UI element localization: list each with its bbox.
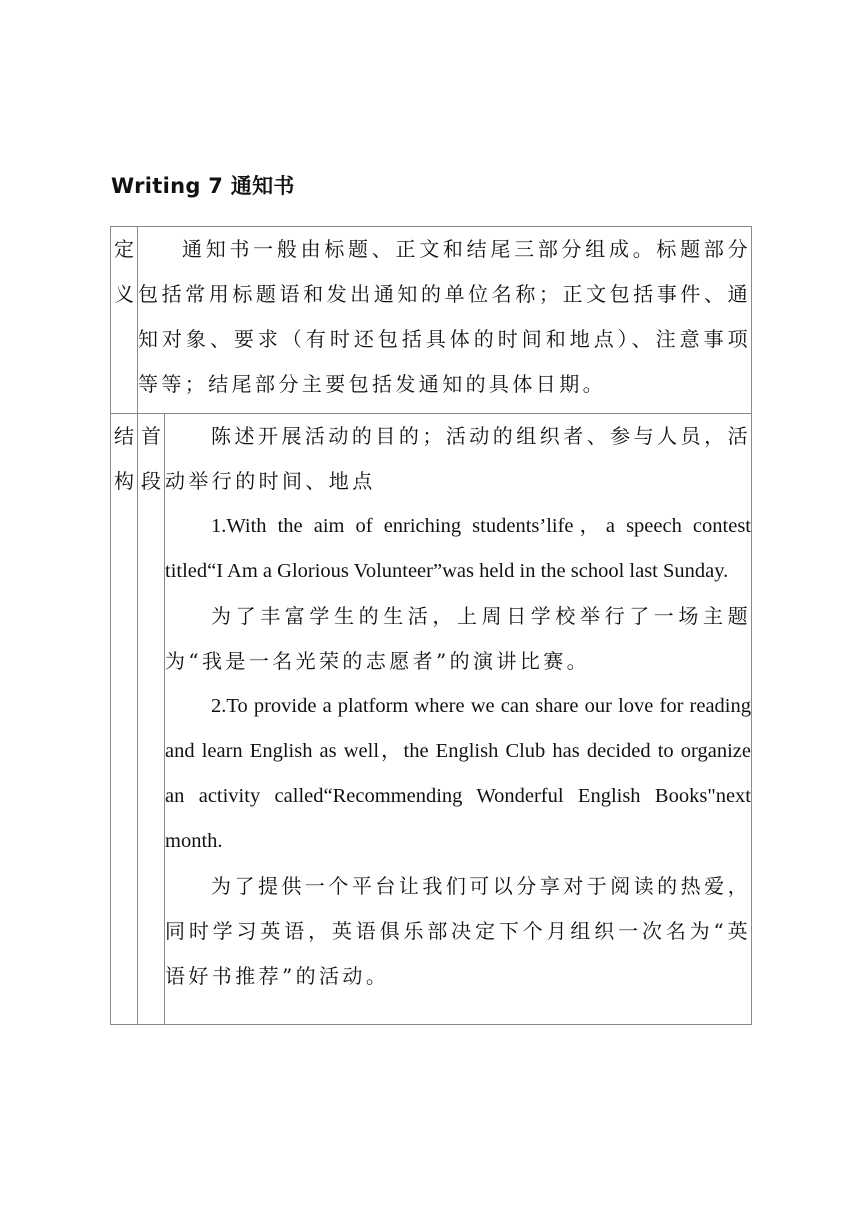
structure-label-char-2: 构 xyxy=(114,469,134,493)
notice-table xyxy=(110,226,752,1025)
definition-label xyxy=(111,227,138,414)
first-paragraph-label-char-1: 首 xyxy=(141,424,161,448)
definition-row xyxy=(111,227,752,414)
example-1-english: 1.With the aim of enriching students’life，a speech contest titled“I Am a Glorious Volunteer”was held in the school last Sunday. xyxy=(165,515,751,582)
structure-row xyxy=(111,414,752,1025)
example-2-chinese: 为了提供一个平台让我们可以分享对于阅读的热爱，同时学习英语，英语俱乐部决定下个月组织一次名为“英语好书推荐”的活动。 xyxy=(165,874,751,988)
definition-cell xyxy=(138,227,752,414)
structure-label xyxy=(111,414,138,1025)
first-paragraph-label xyxy=(138,414,165,1025)
structure-label-char-1: 结 xyxy=(114,424,134,448)
definition-label-char-1: 定 xyxy=(114,237,134,261)
structure-intro: 陈述开展活动的目的；活动的组织者、参与人员，活动举行的时间、地点 xyxy=(165,424,751,493)
definition-label-char-2: 义 xyxy=(114,282,134,306)
example-2-english: 2.To provide a platform where we can share our love for reading and learn English as well，the English Club has decided to organize an activity called“Recommending Wonderful English Books"next month. xyxy=(165,695,751,852)
example-1-chinese: 为了丰富学生的生活，上周日学校举行了一场主题为“我是一名光荣的志愿者”的演讲比赛。 xyxy=(165,604,751,673)
first-paragraph-label-char-2: 段 xyxy=(141,469,161,493)
page-title: Writing 7 通知书 xyxy=(111,174,295,198)
structure-content xyxy=(165,414,752,1025)
definition-text: 通知书一般由标题、正文和结尾三部分组成。标题部分包括常用标题语和发出通知的单位名称；正文包括事件、通知对象、要求（有时还包括具体的时间和地点）、注意事项等等；结尾部分主要包括发通知的具体日期。 xyxy=(138,237,751,396)
